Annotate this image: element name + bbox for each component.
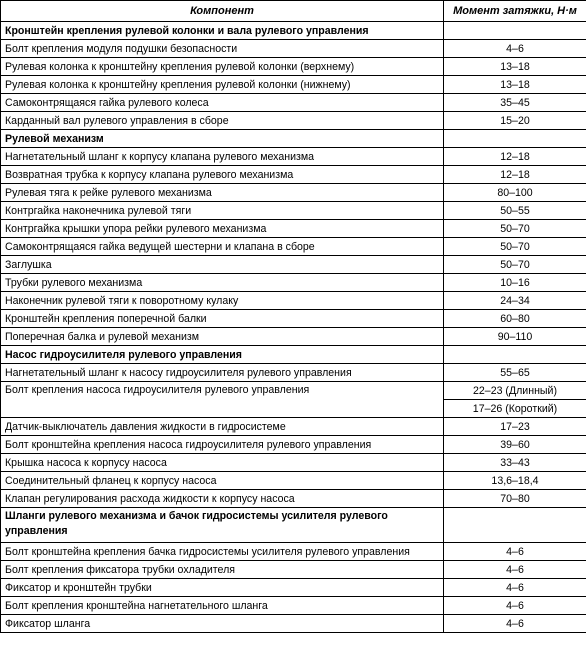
table-row <box>1 184 586 202</box>
torque-cell: 70–80 <box>444 490 586 508</box>
torque-cell: 4–6 <box>444 40 586 58</box>
component-cell: Болт кронштейна крепления насоса гидроусилителя рулевого управления <box>1 436 444 454</box>
table-body <box>1 22 586 633</box>
component-cell: Болт крепления модуля подушки безопасности <box>1 40 444 58</box>
table-row <box>1 472 586 490</box>
table-row <box>1 364 586 382</box>
table-row <box>1 58 586 76</box>
section-header-row <box>1 22 586 40</box>
torque-cell: 55–65 <box>444 364 586 382</box>
column-header-torque: Момент затяжки, Н·м <box>444 1 586 22</box>
torque-cell: 22–23 (Длинный) <box>444 382 586 400</box>
torque-cell: 15–20 <box>444 112 586 130</box>
table-row <box>1 274 586 292</box>
torque-cell: 13–18 <box>444 58 586 76</box>
section-header-row <box>1 346 586 364</box>
torque-cell: 17–26 (Короткий) <box>444 400 586 418</box>
table-row <box>1 166 586 184</box>
column-header-component: Компонент <box>1 1 444 22</box>
table-row <box>1 94 586 112</box>
section-title: Насос гидроусилителя рулевого управления <box>1 346 444 364</box>
torque-cell: 35–45 <box>444 94 586 112</box>
torque-cell: 50–70 <box>444 220 586 238</box>
torque-cell: 4–6 <box>444 543 586 561</box>
torque-cell: 39–60 <box>444 436 586 454</box>
torque-cell: 50–70 <box>444 256 586 274</box>
component-cell: Датчик-выключатель давления жидкости в гидросистеме <box>1 418 444 436</box>
table-row <box>1 579 586 597</box>
section-title: Кронштейн крепления рулевой колонки и вала рулевого управления <box>1 22 444 40</box>
table-row <box>1 238 586 256</box>
component-cell: Рулевая колонка к кронштейну крепления рулевой колонки (верхнему) <box>1 58 444 76</box>
torque-cell <box>444 346 586 364</box>
torque-cell: 4–6 <box>444 579 586 597</box>
component-cell: Возвратная трубка к корпусу клапана рулевого механизма <box>1 166 444 184</box>
table-row <box>1 220 586 238</box>
torque-cell: 50–70 <box>444 238 586 256</box>
component-cell: Поперечная балка и рулевой механизм <box>1 328 444 346</box>
table-row <box>1 292 586 310</box>
torque-cell: 33–43 <box>444 454 586 472</box>
component-cell: Контргайка крышки упора рейки рулевого механизма <box>1 220 444 238</box>
component-cell: Нагнетательный шланг к насосу гидроусилителя рулевого управления <box>1 364 444 382</box>
component-cell: Клапан регулирования расхода жидкости к корпусу насоса <box>1 490 444 508</box>
component-cell: Болт крепления кронштейна нагнетательного шланга <box>1 597 444 615</box>
torque-cell: 24–34 <box>444 292 586 310</box>
table-row <box>1 76 586 94</box>
component-cell: Самоконтрящаяся гайка рулевого колеса <box>1 94 444 112</box>
section-header-row <box>1 130 586 148</box>
component-cell: Болт крепления насоса гидроусилителя рулевого управления <box>1 382 444 418</box>
component-cell: Рулевая колонка к кронштейну крепления рулевой колонки (нижнему) <box>1 76 444 94</box>
component-cell: Соединительный фланец к корпусу насоса <box>1 472 444 490</box>
component-cell: Крышка насоса к корпусу насоса <box>1 454 444 472</box>
torque-cell: 13–18 <box>444 76 586 94</box>
component-cell: Фиксатор и кронштейн трубки <box>1 579 444 597</box>
component-cell: Болт крепления фиксатора трубки охладителя <box>1 561 444 579</box>
section-title: Рулевой механизм <box>1 130 444 148</box>
component-cell: Фиксатор шланга <box>1 615 444 633</box>
torque-cell: 4–6 <box>444 561 586 579</box>
table-row <box>1 256 586 274</box>
table-row <box>1 148 586 166</box>
component-cell: Трубки рулевого механизма <box>1 274 444 292</box>
table-row <box>1 418 586 436</box>
table-row <box>1 112 586 130</box>
table-row <box>1 310 586 328</box>
section-title: Шланги рулевого механизма и бачок гидросистемы усилителя рулевого управления <box>1 508 444 543</box>
torque-cell: 90–110 <box>444 328 586 346</box>
table-row <box>1 597 586 615</box>
torque-cell <box>444 130 586 148</box>
torque-cell: 12–18 <box>444 148 586 166</box>
torque-cell: 4–6 <box>444 615 586 633</box>
table-row <box>1 202 586 220</box>
component-cell: Наконечник рулевой тяги к поворотному кулаку <box>1 292 444 310</box>
table-row <box>1 40 586 58</box>
table-row <box>1 615 586 633</box>
component-cell: Нагнетательный шланг к корпусу клапана рулевого механизма <box>1 148 444 166</box>
torque-cell: 17–23 <box>444 418 586 436</box>
torque-cell: 60–80 <box>444 310 586 328</box>
component-cell: Болт кронштейна крепления бачка гидросистемы усилителя рулевого управления <box>1 543 444 561</box>
component-cell: Рулевая тяга к рейке рулевого механизма <box>1 184 444 202</box>
torque-cell: 13,6–18,4 <box>444 472 586 490</box>
component-cell: Кронштейн крепления поперечной балки <box>1 310 444 328</box>
torque-cell: 10–16 <box>444 274 586 292</box>
table-row <box>1 454 586 472</box>
torque-cell <box>444 508 586 543</box>
torque-cell: 4–6 <box>444 597 586 615</box>
table-row <box>1 490 586 508</box>
torque-cell: 12–18 <box>444 166 586 184</box>
component-cell: Карданный вал рулевого управления в сборе <box>1 112 444 130</box>
table-row <box>1 561 586 579</box>
torque-cell <box>444 22 586 40</box>
component-cell: Контргайка наконечника рулевой тяги <box>1 202 444 220</box>
torque-cell: 80–100 <box>444 184 586 202</box>
table-row <box>1 543 586 561</box>
torque-cell: 50–55 <box>444 202 586 220</box>
table-header-row <box>1 1 586 22</box>
component-cell: Самоконтрящаяся гайка ведущей шестерни и клапана в сборе <box>1 238 444 256</box>
table-row <box>1 382 586 400</box>
table-row <box>1 328 586 346</box>
table-row <box>1 436 586 454</box>
component-cell: Заглушка <box>1 256 444 274</box>
section-header-row <box>1 508 586 543</box>
